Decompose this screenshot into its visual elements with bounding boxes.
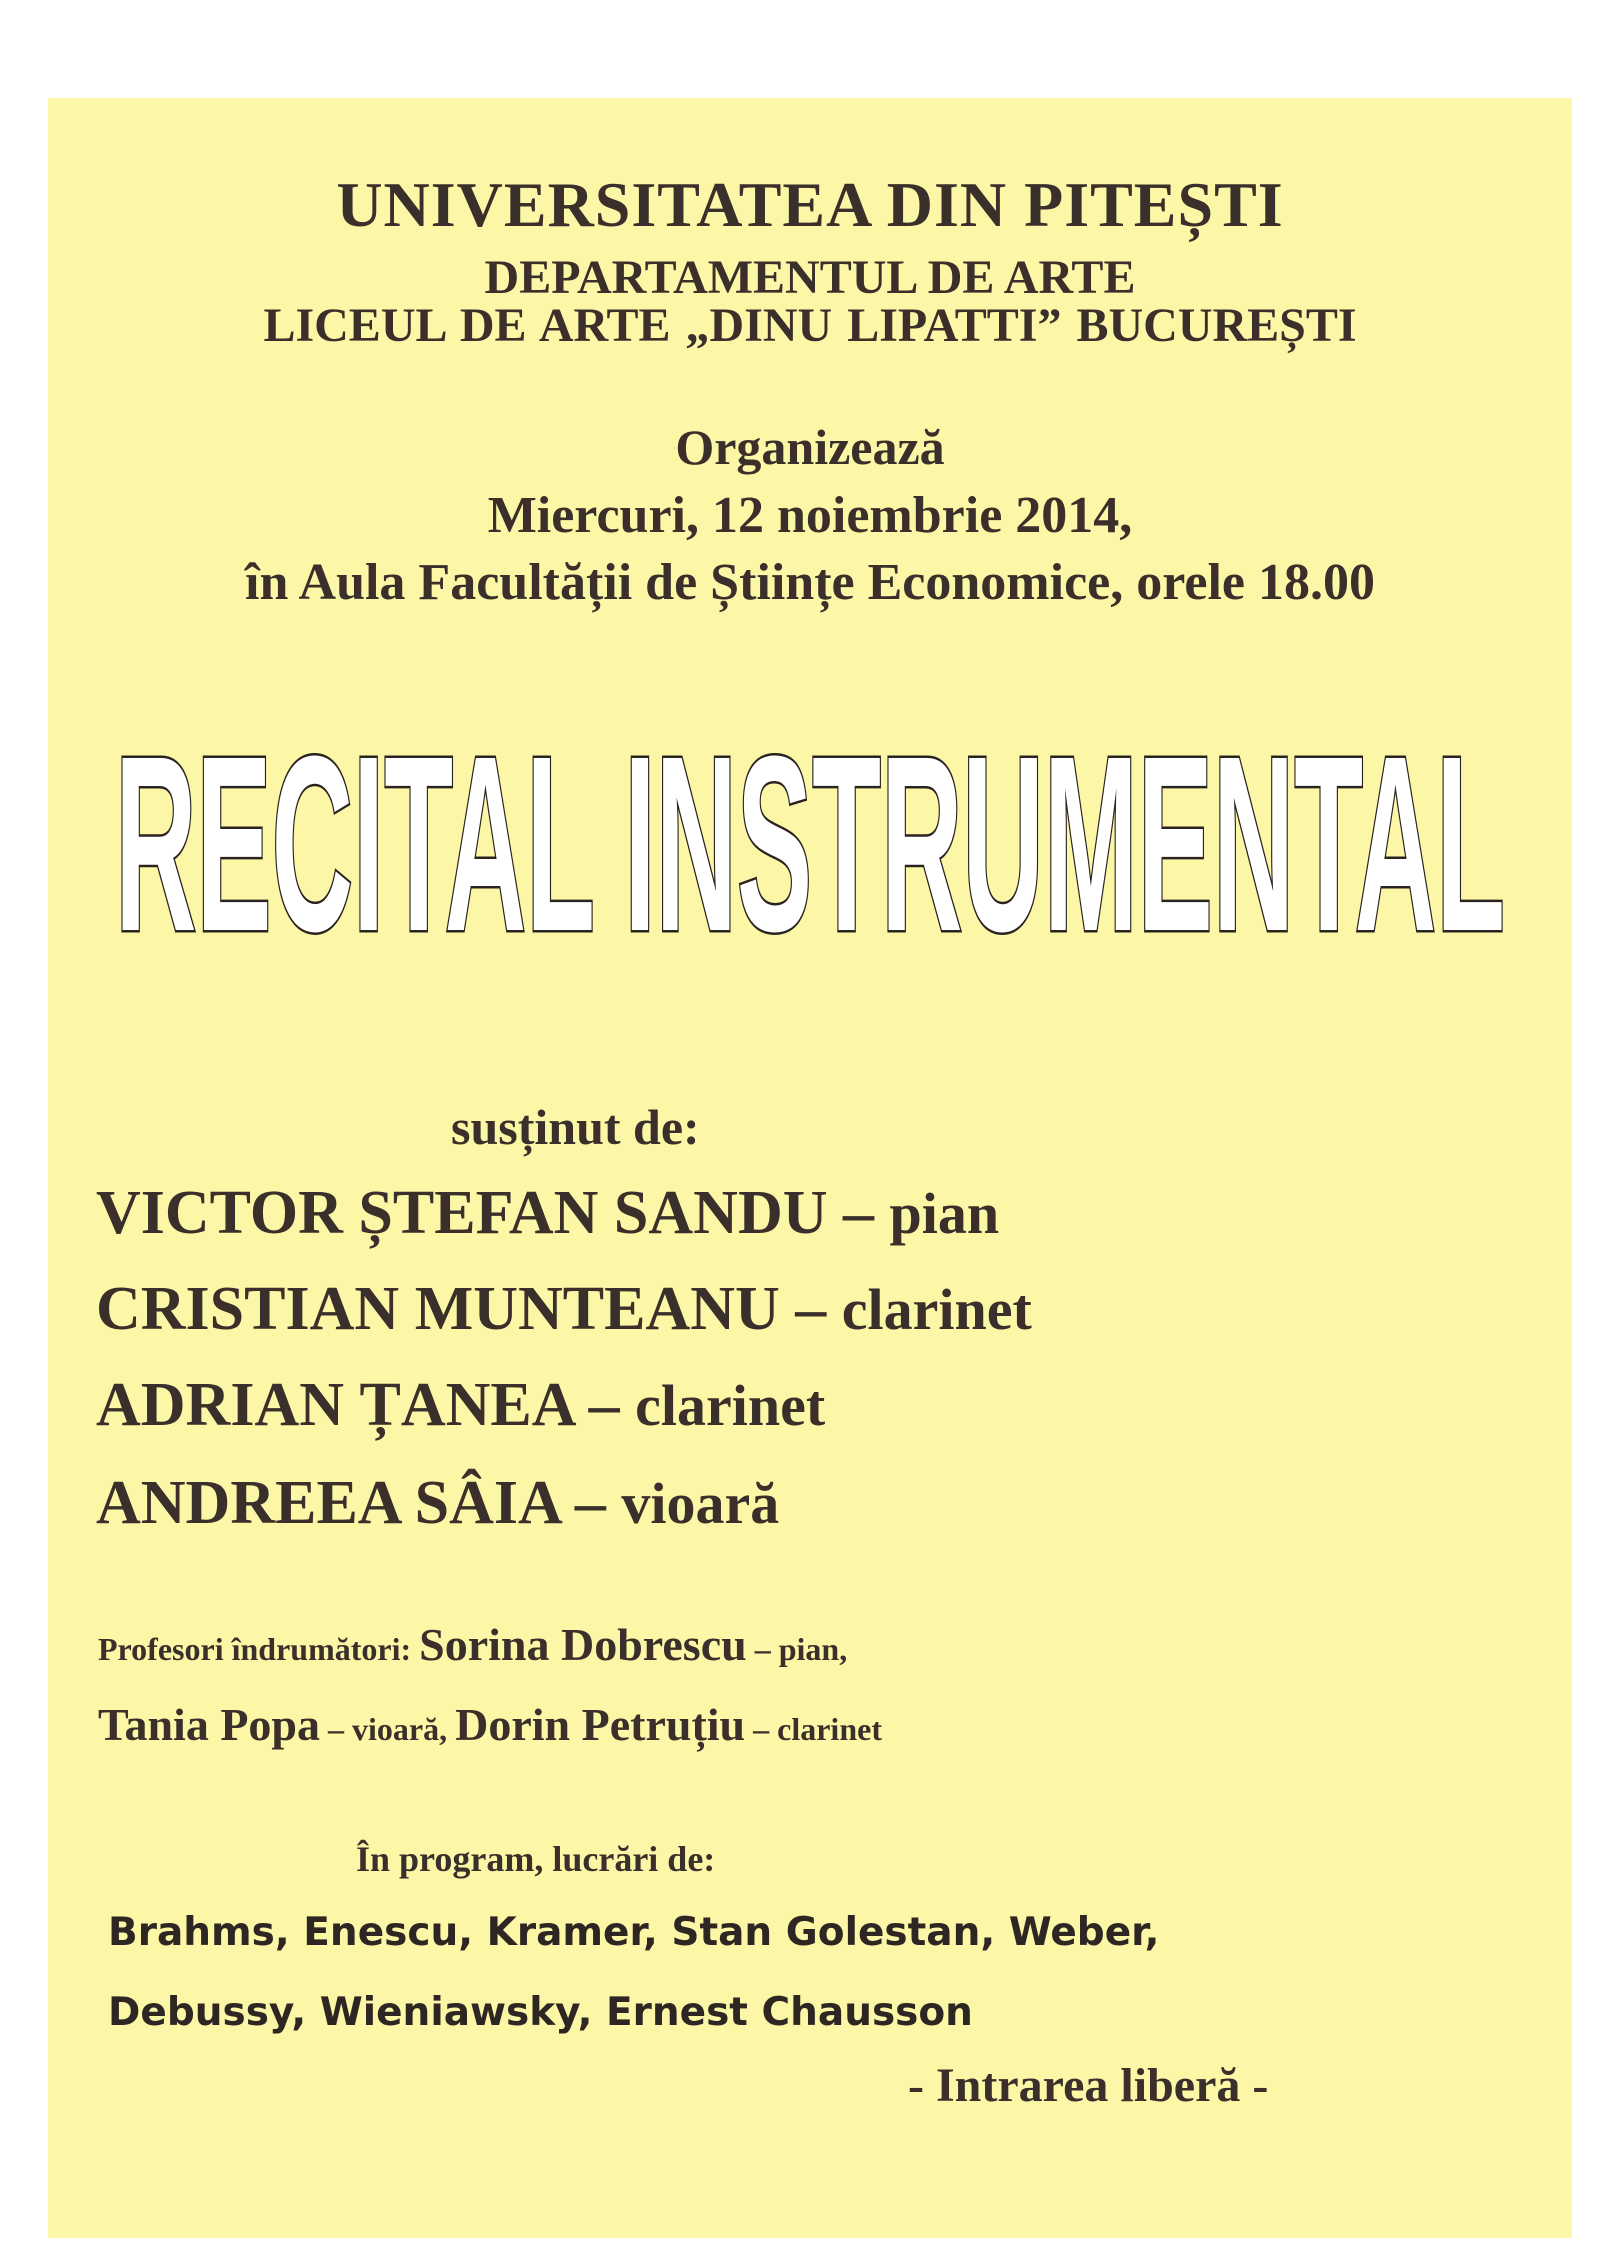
teacher-instrument: – clarinet: [745, 1711, 882, 1747]
performer-separator: –: [573, 1371, 636, 1439]
performer-line: [96, 1274, 1032, 1345]
event-title-text: RECITAL INSTRUMENTAL: [115, 704, 1505, 983]
performer-instrument: vioară: [621, 1471, 780, 1536]
performer-line: [96, 1178, 999, 1249]
performer-name: ANDREEA SÂIA: [96, 1469, 560, 1537]
high-school-name: LICEUL DE ARTE „DINU LIPATTI” BUCUREȘTI: [263, 299, 1357, 352]
performer-name: VICTOR ȘTEFAN SANDU: [96, 1179, 828, 1247]
department-name: DEPARTAMENTUL DE ARTE: [484, 251, 1136, 304]
performer-instrument: pian: [889, 1181, 1000, 1246]
free-entry-note: - Intrarea liberă -: [908, 2059, 1269, 2112]
teacher-instrument: – pian,: [746, 1631, 848, 1667]
teacher-instrument: – vioară,: [320, 1711, 456, 1747]
teacher-name: Dorin Petruțiu: [455, 1699, 746, 1750]
event-date: Miercuri, 12 noiembrie 2014,: [487, 487, 1133, 544]
organizes-label: Organizează: [675, 419, 945, 475]
teacher-name: Sorina Dobrescu: [419, 1619, 747, 1670]
teacher-name: Tania Popa: [98, 1699, 321, 1750]
event-venue-time: în Aula Facultății de Științe Economice, orele 18.00: [245, 554, 1375, 611]
performer-separator: –: [779, 1275, 842, 1343]
performer-separator: –: [559, 1469, 622, 1537]
university-name: UNIVERSITATEA DIN PITEȘTI: [336, 169, 1284, 240]
composers-line-2: Debussy, Wieniawsky, Ernest Chausson: [108, 1990, 973, 2035]
performer-instrument: clarinet: [635, 1373, 826, 1438]
performer-instrument: clarinet: [841, 1277, 1032, 1342]
performer-name: ADRIAN ȚANEA: [96, 1371, 574, 1439]
poster: [48, 98, 1572, 2238]
performer-line: [96, 1370, 825, 1441]
teachers-line-1: [98, 1618, 847, 1671]
performer-name: CRISTIAN MUNTEANU: [96, 1275, 780, 1343]
event-title: [48, 658, 1572, 1038]
teachers-intro: Profesori îndrumători:: [98, 1631, 420, 1667]
composers-line-1: Brahms, Enescu, Kramer, Stan Golestan, Weber,: [108, 1910, 1160, 1955]
performer-line: [96, 1468, 779, 1539]
performers-intro: susținut de:: [451, 1099, 700, 1155]
teachers-line-2: [98, 1698, 882, 1751]
performer-separator: –: [827, 1179, 890, 1247]
program-intro: În program, lucrări de:: [356, 1839, 716, 1879]
